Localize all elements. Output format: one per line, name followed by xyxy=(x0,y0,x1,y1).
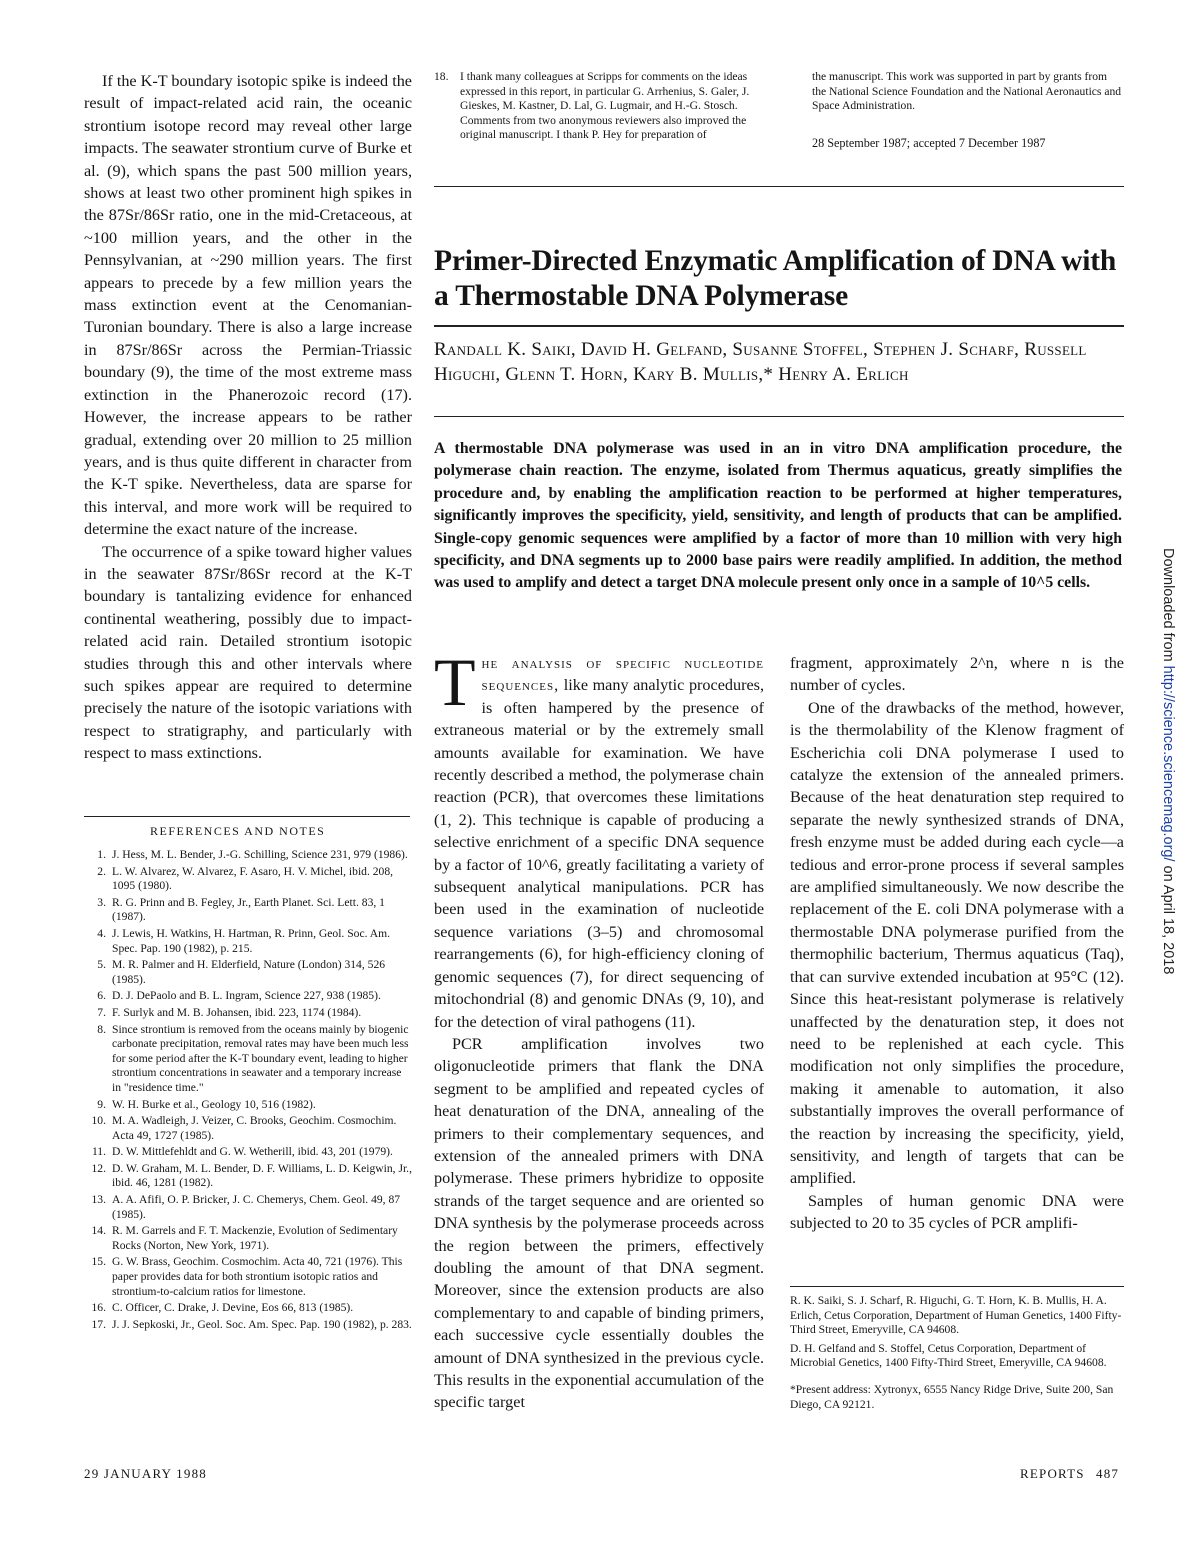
reference-text: R. G. Prinn and B. Fegley, Jr., Earth Planet. Sci. Lett. 83, 1 (1987). xyxy=(112,895,385,924)
download-link[interactable]: http://science.sciencemag.org/ xyxy=(1160,665,1176,862)
section-name: REPORTS xyxy=(1020,1466,1085,1481)
reference-text: J. Lewis, H. Watkins, H. Hartman, R. Prinn, Geol. Soc. Am. Spec. Pap. 190 (1982), p. 215. xyxy=(112,926,391,955)
reference-number: 9. xyxy=(97,1097,106,1111)
reference-number: 11. xyxy=(91,1145,106,1159)
reference-text: F. Surlyk and M. B. Johansen, ibid. 223, 1174 (1984). xyxy=(112,1005,362,1019)
reference-number: 7. xyxy=(97,1005,106,1019)
reference-item xyxy=(84,989,412,1004)
note-18 xyxy=(434,70,766,143)
reference-number: 16. xyxy=(91,1301,106,1315)
reference-text: G. W. Brass, Geochim. Cosmochim. Acta 40, 721 (1976). This paper provides data for both strontium isotopic ratios and strontium-to-calcium ratios for limestone. xyxy=(112,1255,403,1298)
reference-item xyxy=(84,1193,412,1222)
reference-item xyxy=(84,1145,412,1160)
reference-item xyxy=(84,958,412,987)
references-rule xyxy=(84,816,410,817)
note-18-text: I thank many colleagues at Scripps for comments on the ideas expressed in this report, in particular G. Arrhenius, S. Galer, J. Gieskes, M. Kastner, D. Lal, G. Lugmair, and H.-G. Stosch. Comments from two anonymous reviewers also improved the original manuscript. I thank P. Hey for preparation of xyxy=(460,70,750,142)
reference-number: 14. xyxy=(91,1224,106,1238)
reference-text: C. Officer, C. Drake, J. Devine, Eos 66, 813 (1985). xyxy=(112,1301,354,1315)
author-list: Randall K. Saiki, David H. Gelfand, Susanne Stoffel, Stephen J. Scharf, Russell Higuchi, Glenn T. Horn, Kary B. Mullis,* Henry A. Erlich xyxy=(434,339,1087,385)
reference-text: M. A. Wadleigh, J. Veizer, C. Brooks, Geochim. Cosmochim. Acta 49, 1727 (1985). xyxy=(112,1114,397,1142)
body-column-1 xyxy=(434,644,764,1414)
drop-cap: T xyxy=(434,644,476,720)
reference-text: A. A. Afifi, O. P. Bricker, J. C. Chemerys, Chem. Geol. 49, 87 (1985). xyxy=(112,1193,401,1221)
reference-item xyxy=(84,1114,412,1143)
reference-text: D. J. DePaolo and B. L. Ingram, Science 227, 938 (1985). xyxy=(112,989,381,1003)
reference-item xyxy=(84,896,412,925)
pcr-paragraph: PCR amplification involves two oligonucleotide primers that flank the DNA segment to be amplified and repeated cycles of heat denaturation of the DNA, annealing of the primers to their complementary sequences, and extension of the annealed primers with DNA polymerase. These primers hybridize to opposite strands of the target sequence and are oriented so DNA synthesis by the polymerase proceeds across the region between the primers, effectively doubling the amount of that DNA segment. Moreover, since the extension products are also complementary to and capable of binding primers, each successive cycle essentially doubles the amount of DNA synthesized in the previous cycle. This results in the exponential accumulation of the specific target xyxy=(434,1034,764,1412)
affiliation-rule xyxy=(790,1286,1124,1287)
affiliation-2: D. H. Gelfand and S. Stoffel, Cetus Corporation, Department of Microbial Genetics, 1400 Fifty-Third Street, Emeryville, CA 94608. xyxy=(790,1341,1107,1370)
reference-item xyxy=(84,1318,412,1333)
references-heading: REFERENCES AND NOTES xyxy=(150,824,326,838)
page-number: 487 xyxy=(1096,1466,1120,1481)
download-suffix: on April 18, 2018 xyxy=(1160,861,1176,975)
reference-text: W. H. Burke et al., Geology 10, 516 (1982). xyxy=(112,1097,316,1111)
reference-text: M. R. Palmer and H. Elderfield, Nature (London) 314, 526 (1985). xyxy=(112,958,386,986)
reference-item xyxy=(84,1224,412,1253)
reference-item xyxy=(84,1023,412,1096)
affiliation-1: R. K. Saiki, S. J. Scharf, R. Higuchi, G. T. Horn, K. B. Mullis, H. A. Erlich, Cetus Corporation, Department of Human Genetics, 1400 Fifty-Third Street, Emeryville, CA 94608. xyxy=(790,1294,1122,1337)
download-prefix: Downloaded from xyxy=(1160,548,1176,666)
top-notes-rule xyxy=(434,186,1124,187)
left-column xyxy=(84,70,412,765)
lead-in: he analysis of specific nucleotide sequences, xyxy=(481,654,764,695)
title-rule xyxy=(434,325,1124,327)
reference-text: R. M. Garrels and F. T. Mackenzie, Evolution of Sedimentary Rocks (Norton, New York, 1971). xyxy=(112,1224,398,1252)
note-18-continued: the manuscript. This work was supported in part by grants from the National Science Foundation and the National Aeronautics and Space Administration. xyxy=(812,70,1122,113)
reference-item xyxy=(84,1301,412,1316)
reference-text: D. W. Graham, M. L. Bender, D. F. Williams, L. D. Keigwin, Jr., ibid. 46, 1281 (1982). xyxy=(112,1161,412,1190)
reference-text: D. W. Mittlefehldt and G. W. Wetherill, ibid. 43, 201 (1979). xyxy=(112,1145,393,1159)
reference-item xyxy=(84,848,412,863)
reference-text: J. J. Sepkoski, Jr., Geol. Soc. Am. Spec. Pap. 190 (1982), p. 283. xyxy=(112,1317,412,1331)
reference-number: 17. xyxy=(91,1317,106,1331)
opening-paragraph xyxy=(434,644,764,1033)
reference-item xyxy=(84,1098,412,1113)
issue-date: 29 JANUARY 1988 xyxy=(84,1466,207,1481)
note-18-continued-block xyxy=(812,70,1124,150)
reference-number: 13. xyxy=(91,1193,106,1207)
article-title: Primer-Directed Enzymatic Amplification of DNA with a Thermostable DNA Polymerase xyxy=(434,245,1117,312)
reference-number: 1. xyxy=(97,848,106,861)
reference-number: 3. xyxy=(97,895,106,909)
reference-number: 8. xyxy=(97,1022,106,1036)
reference-text: J. Hess, M. L. Bender, J.-G. Schilling, Science 231, 979 (1986). xyxy=(112,848,408,861)
reference-text: Since strontium is removed from the oceans mainly by biogenic carbonate precipitation, removal rates may have been much less for some period after the K-T boundary event, leading to higher strontium concentrations in seawater and a temporary increase in "residence time." xyxy=(112,1022,409,1094)
reference-item xyxy=(84,1162,412,1191)
continuation-paragraph: fragment, approximately 2^n, where n is the number of cycles. xyxy=(790,654,1124,695)
reference-number: 4. xyxy=(97,926,106,940)
reference-item xyxy=(84,865,412,894)
opening-text: like many analytic procedures, is often hampered by the presence of extraneous material or by the extremely small amounts available for examination. We have recently described a method, the polymerase chain reaction (PCR), that overcomes these limitations (1, 2). This technique is capable of producing a selective enrichment of a specific DNA sequence by a factor of 10^6, greatly facilitating a variety of subsequent analytical manipulations. PCR has been used in the examination of nucleotide sequence variations (3–5) and chromosomal rearrangements (6), for high-efficiency cloning of genomic sequences (7), for direct sequencing of mitochondrial (8) and genomic DNAs (9, 10), and for the detection of viral pathogens (11). xyxy=(434,676,764,1031)
drawbacks-paragraph: One of the drawbacks of the method, however, is the thermolability of the Klenow fragment of Escherichia coli DNA polymerase I used to catalyze the extension of the annealed primers. Because of the heat denaturation step required to separate the newly synthesized strands of DNA, fresh enzyme must be added during each cycle—a tedious and error-prone process if several samples are amplified simultaneously. We now describe the replacement of the E. coli DNA polymerase with a thermostable DNA polymerase purified from the thermophilic bacterium, Thermus aquaticus (Taq), that can survive extended incubation at 95°C (12). Since this heat-resistant polymerase is relatively unaffected by the denaturation step, it does not need to be replenished at each cycle. This modification not only simplifies the procedure, making it amenable to automation, it also substantially improves the overall performance of the reaction by increasing the specificity, yield, sensitivity, and length of targets that can be amplified. xyxy=(790,698,1124,1188)
received-accepted-dates: 28 September 1987; accepted 7 December 1987 xyxy=(812,135,1046,150)
reference-item xyxy=(84,927,412,956)
left-paragraph-1: If the K-T boundary isotopic spike is indeed the result of impact-related acid rain, the oceanic strontium isotope record may reveal other large impacts. The seawater strontium curve of Burke et al. (9), which spans the past 500 million years, shows at least two other prominent high spikes in the 87Sr/86Sr ratio, one in the mid-Cretaceous, at ~100 million years, and the other in the Pennsylvanian, at ~290 million years. The first appears to precede by a few million years the mass extinction event at the Cenomanian-Turonian boundary. There is also a large increase in 87Sr/86Sr across the Permian-Triassic boundary (9), the time of the most extreme mass extinction in the Phanerozoic record (17). However, the increase appears to be rather gradual, extending over 20 million to 25 million years, and is thus quite different in character from the K-T spike. Nevertheless, data are sparse for this interval, and more work will be required to determine the exact nature of the increase. xyxy=(84,72,412,539)
reference-number: 15. xyxy=(91,1255,106,1269)
body-column-2 xyxy=(790,652,1124,1235)
note-18-number: 18. xyxy=(434,70,449,83)
reference-number: 6. xyxy=(97,989,106,1003)
affiliations xyxy=(790,1294,1124,1416)
reference-number: 5. xyxy=(97,958,106,972)
reference-number: 2. xyxy=(97,864,106,878)
reference-item xyxy=(84,1006,412,1021)
samples-paragraph: Samples of human genomic DNA were subjected to 20 to 35 cycles of PCR amplifi- xyxy=(790,1191,1124,1233)
reference-item xyxy=(84,1255,412,1299)
references-list xyxy=(84,848,412,1334)
left-paragraph-2: The occurrence of a spike toward higher values in the seawater 87Sr/86Sr record at the K-T boundary is tantalizing evidence for enhanced continental weathering, possibly due to impact-related acid rain. Detailed strontium isotopic studies through this and other intervals where such spikes appear are required to determine precisely the nature of the isotopic variations with respect to stratigraphy, and particularly with respect to mass extinctions. xyxy=(84,542,412,763)
reference-number: 10. xyxy=(91,1114,106,1128)
present-address: *Present address: Xytronyx, 6555 Nancy Ridge Drive, Suite 200, San Diego, CA 92121. xyxy=(790,1382,1114,1411)
download-note xyxy=(1160,548,1187,1158)
authors-rule xyxy=(434,416,1124,417)
abstract: A thermostable DNA polymerase was used in an in vitro DNA amplification procedure, the polymerase chain reaction. The enzyme, isolated from Thermus aquaticus, greatly simplifies the procedure and, by enabling the amplification reaction to be performed at higher temperatures, significantly improves the specificity, yield, sensitivity, and length of products that can be amplified. Single-copy genomic sequences were amplified by a factor of more than 10 million with very high specificity, and DNA segments up to 2000 base pairs were readily amplified. In addition, the method was used to amplify and detect a target DNA molecule present only once in a sample of 10^5 cells. xyxy=(434,440,1122,592)
reference-text: L. W. Alvarez, W. Alvarez, F. Asaro, H. V. Michel, ibid. 208, 1095 (1980). xyxy=(112,864,394,893)
reference-number: 12. xyxy=(91,1161,106,1175)
